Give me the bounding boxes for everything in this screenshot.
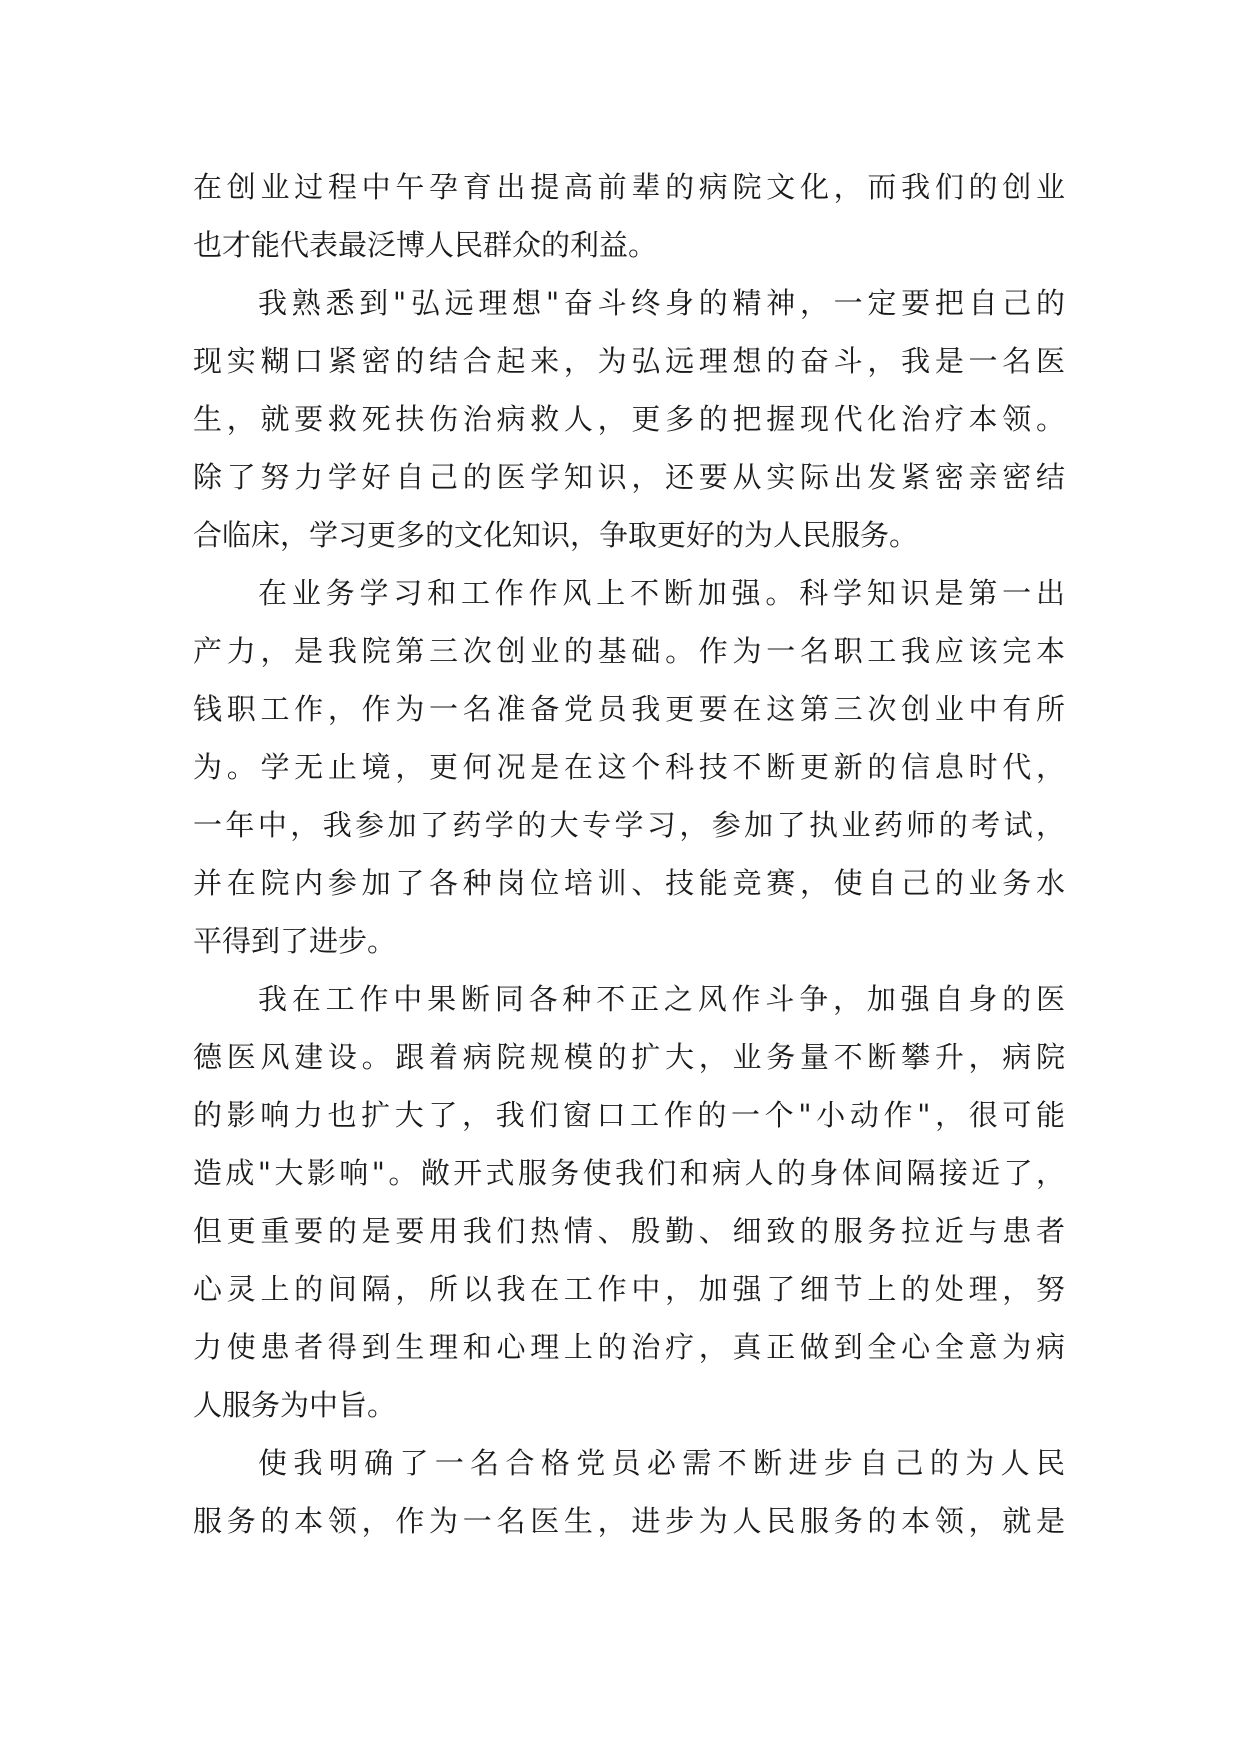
text-line: 但更重要的是要用我们热情、殷勤、细致的服务拉近与患者	[193, 1214, 1065, 1248]
text-line: 使我明确了一名合格党员必需不断进步自己的为人民	[258, 1446, 1065, 1480]
paragraph-2	[193, 274, 1065, 564]
text-line: 德医风建设。跟着病院规模的扩大，业务量不断攀升，病院	[193, 1040, 1065, 1074]
text-line: 钱职工作，作为一名准备党员我更要在这第三次创业中有所	[193, 692, 1065, 726]
text-line: 一年中，我参加了药学的大专学习，参加了执业药师的考试，	[193, 808, 1065, 842]
text-line: 生，就要救死扶伤治病救人，更多的把握现代化治疗本领。	[193, 402, 1065, 436]
text-line: 我在工作中果断同各种不正之风作斗争，加强自身的医	[258, 982, 1065, 1016]
text-line: 在业务学习和工作作风上不断加强。科学知识是第一出	[258, 576, 1065, 610]
text-line: 为。学无止境，更何况是在这个科技不断更新的信息时代，	[193, 750, 1065, 784]
text-line: 力使患者得到生理和心理上的治疗，真正做到全心全意为病	[193, 1330, 1065, 1364]
text-line: 造成"大影响"。敞开式服务使我们和病人的身体间隔接近了，	[193, 1156, 1065, 1190]
paragraph-5	[193, 1434, 1065, 1550]
text-line: 人服务为中旨。	[193, 1388, 397, 1422]
text-line: 平得到了进步。	[193, 924, 397, 958]
text-line: 产力，是我院第三次创业的基础。作为一名职工我应该完本	[193, 634, 1065, 668]
text-line: 的影响力也扩大了，我们窗口工作的一个"小动作"，很可能	[193, 1098, 1065, 1132]
text-line: 在创业过程中午孕育出提高前辈的病院文化，而我们的创业	[193, 170, 1065, 204]
text-line: 除了努力学好自己的医学知识，还要从实际出发紧密亲密结	[193, 460, 1065, 494]
document-body	[193, 158, 1065, 1550]
text-line: 心灵上的间隔，所以我在工作中，加强了细节上的处理，努	[193, 1272, 1065, 1306]
text-line: 我熟悉到"弘远理想"奋斗终身的精神，一定要把自己的	[258, 286, 1065, 320]
text-line: 现实糊口紧密的结合起来，为弘远理想的奋斗，我是一名医	[193, 344, 1065, 378]
paragraph-1	[193, 158, 1065, 274]
paragraph-3	[193, 564, 1065, 970]
paragraph-4	[193, 970, 1065, 1434]
text-line: 合临床，学习更多的文化知识，争取更好的为人民服务。	[193, 518, 919, 552]
text-line: 服务的本领，作为一名医生，进步为人民服务的本领，就是	[193, 1504, 1065, 1538]
text-line: 也才能代表最泛博人民群众的利益。	[193, 228, 658, 262]
text-line: 并在院内参加了各种岗位培训、技能竞赛，使自己的业务水	[193, 866, 1065, 900]
